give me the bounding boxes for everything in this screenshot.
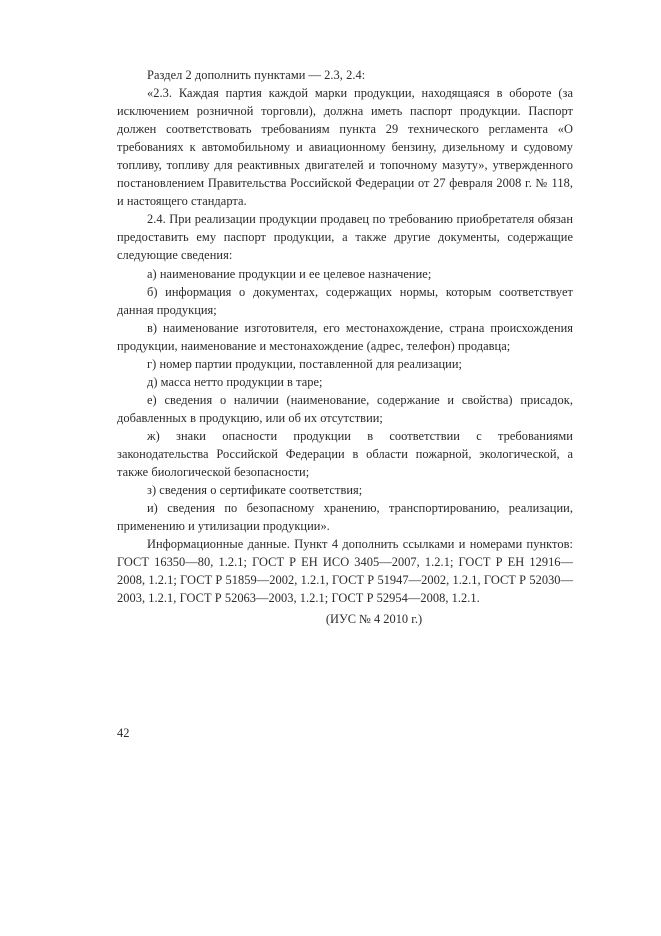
list-item-a: а) наименование продукции и ее целевое назначение; xyxy=(147,266,432,281)
issue-note: (ИУС № 4 2010 г.) xyxy=(325,612,423,626)
list-item-i: и) сведения по безопасному хранению, транспортированию, реализации, применению и утилизации продукции». xyxy=(117,501,573,534)
list-item-v: в) наименование изготовителя, его местонахождение, страна происхождения продукции, наименование и местонахождение (адрес, телефон) продавца; xyxy=(117,320,573,353)
list-item-b: б) информация о документах, содержащих нормы, которым соответствует данная продукция; xyxy=(117,284,573,317)
paragraph-information-data: Информационные данные. Пункт 4 дополнить ссылками и номерами пунктов: ГОСТ 16350—80, 1.2.1; ГОСТ Р ЕН ИСО 3405—2007, 1.2.1; ГОСТ Р ЕН 12916—2008, 1.2.1; ГОСТ Р 51859—2002, 1.2.1, ГОСТ Р 51947—2002, 1.2.1, ГОСТ Р 52030—2003, 1.2.1, ГОСТ Р 52063—2003, 1.2.1; ГОСТ Р 52954—2008, 1.2.1. xyxy=(117,537,573,606)
list-item-g: г) номер партии продукции, поставленной для реализации; xyxy=(147,356,463,371)
list-item-zh: ж) знаки опасности продукции в соответствии с требованиями законодательства Российской Федерации в области пожарной, экологической, а также биологической безопасности; xyxy=(117,428,573,480)
list-item-e: е) сведения о наличии (наименование, содержание и свойства) присадок, добавленных в продукцию, или об их отсутствии; xyxy=(117,392,573,425)
paragraph-section-2-intro: Раздел 2 дополнить пунктами — 2.3, 2.4: xyxy=(147,68,366,82)
paragraph-2-3: «2.3. Каждая партия каждой марки продукции, находящаяся в обороте (за исключением розничной торговли), должна иметь паспорт продукции. Паспорт должен соответствовать требованиям пункта 29 технического регламента «О требованиях к автомобильному и авиационному бензину, дизельному и судовому топливу, топливу для реактивных двигателей и топочному мазуту», утвержденного постановлением Правительства Российской Федерации от 27 февраля 2008 г. № 118, и настоящего стандарта. xyxy=(117,86,573,209)
page-number: 42 xyxy=(117,726,130,740)
paragraph-2-4: 2.4. При реализации продукции продавец по требованию приобретателя обязан предоставить ему паспорт продукции, а также другие документы, содержащие следующие сведения: xyxy=(117,212,573,263)
list-item-z: з) сведения о сертификате соответствия; xyxy=(147,483,363,498)
list-item-d: д) масса нетто продукции в таре; xyxy=(147,374,323,389)
document-body xyxy=(117,66,573,607)
